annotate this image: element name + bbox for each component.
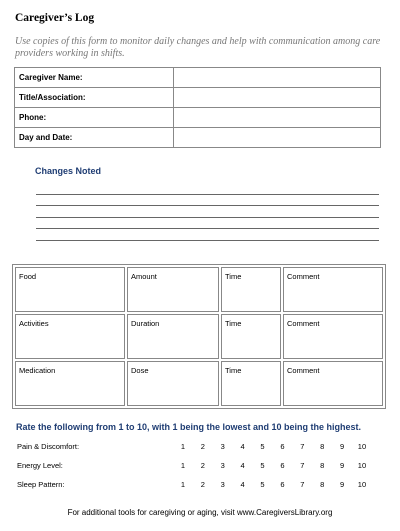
scale-number[interactable]: 2 [200,480,205,489]
rating-heading: Rate the following from 1 to 10, with 1 being the lowest and 10 being the highest. [16,422,362,432]
scale-number[interactable]: 8 [320,461,325,470]
rating-scale [173,461,372,470]
scale-number[interactable]: 4 [240,480,245,489]
writing-line[interactable] [36,218,379,230]
scale-number[interactable]: 1 [180,442,186,451]
changes-noted-lines[interactable] [36,183,379,241]
info-row [15,68,381,88]
rating-label: Energy Level: [17,461,63,470]
scale-number[interactable]: 6 [280,480,285,489]
info-row [15,108,381,128]
scale-number[interactable]: 1 [180,480,186,489]
field-label: Day and Date: [15,128,174,148]
title-association-field[interactable] [174,88,381,108]
grid-cell[interactable]: Food [15,267,125,312]
intro-text: Use copies of this form to monitor daily changes and help with communication among care providers working in shifts. [15,36,381,59]
grid-cell[interactable]: Dose [127,361,219,406]
writing-line[interactable] [36,195,379,207]
writing-line[interactable] [36,229,379,241]
scale-number[interactable]: 5 [260,461,265,470]
rating-row [17,442,387,454]
grid-cell[interactable]: Activities [15,314,125,359]
caregiver-name-field[interactable] [174,68,381,88]
scale-number[interactable]: 6 [280,442,285,451]
scale-number[interactable]: 9 [339,442,345,451]
grid-cell[interactable]: Comment [283,361,383,406]
scale-number[interactable]: 2 [200,442,205,451]
grid-cell[interactable]: Comment [283,267,383,312]
scale-number[interactable]: 7 [300,461,305,470]
writing-line[interactable] [36,183,379,195]
grid-cell[interactable]: Time [221,314,281,359]
field-label: Phone: [15,108,174,128]
grid-row [15,314,383,359]
rating-row [17,461,387,473]
scale-number[interactable]: 10 [357,461,367,470]
phone-field[interactable] [174,108,381,128]
scale-number[interactable]: 7 [300,480,305,489]
grid-row [15,267,383,312]
grid-row [15,361,383,406]
field-label: Caregiver Name: [15,68,174,88]
rating-label: Pain & Discomfort: [17,442,80,451]
scale-number[interactable]: 5 [260,442,265,451]
footer-text: For additional tools for caregiving or aging, visit www.CaregiversLibrary.org [67,508,333,517]
grid-cell[interactable]: Duration [127,314,219,359]
scale-number[interactable]: 9 [339,480,345,489]
scale-number[interactable]: 3 [220,461,225,470]
info-row [15,88,381,108]
rating-row [17,480,387,492]
page-title: Caregiver’s Log [15,12,95,24]
scale-number[interactable]: 8 [320,480,325,489]
scale-number[interactable]: 9 [339,461,345,470]
changes-noted-heading: Changes Noted [35,166,102,176]
grid-cell[interactable]: Time [221,361,281,406]
scale-number[interactable]: 10 [357,480,367,489]
scale-number[interactable]: 5 [260,480,265,489]
grid-cell[interactable]: Amount [127,267,219,312]
scale-number[interactable]: 1 [180,461,186,470]
grid-cell[interactable]: Comment [283,314,383,359]
scale-number[interactable]: 4 [240,461,245,470]
writing-line[interactable] [36,206,379,218]
info-row [15,128,381,148]
scale-number[interactable]: 10 [357,442,367,451]
rating-scale [173,480,372,489]
caregiver-info-table [14,67,381,148]
scale-number[interactable]: 4 [240,442,245,451]
care-log-grid [12,264,386,409]
scale-number[interactable]: 6 [280,461,285,470]
grid-cell[interactable]: Time [221,267,281,312]
grid-cell[interactable]: Medication [15,361,125,406]
rating-label: Sleep Pattern: [17,480,65,489]
scale-number[interactable]: 3 [220,442,225,451]
field-label: Title/Association: [15,88,174,108]
scale-number[interactable]: 2 [200,461,205,470]
scale-number[interactable]: 8 [320,442,325,451]
scale-number[interactable]: 7 [300,442,305,451]
scale-number[interactable]: 3 [220,480,225,489]
day-date-field[interactable] [174,128,381,148]
rating-scale [173,442,372,451]
